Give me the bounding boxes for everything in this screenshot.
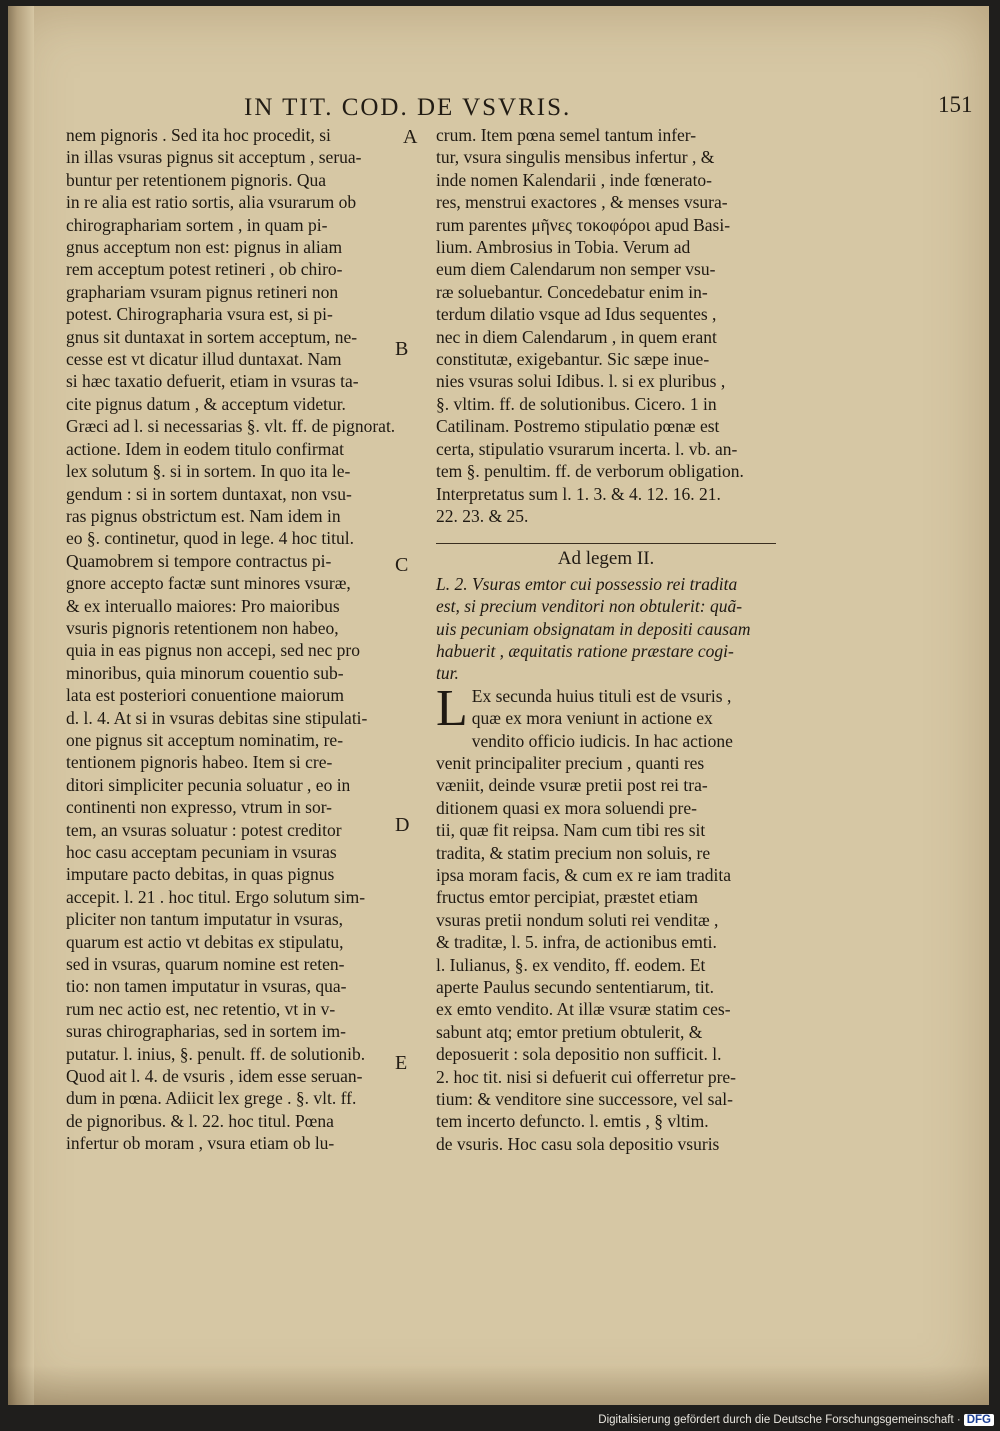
margin-letter-b: B	[395, 338, 409, 360]
text-line: putatur. l. inius, §. penult. ff. de solutionib.	[66, 1043, 366, 1064]
text-line: tem incerto defuncto. l. emtis , § vltim.	[436, 1111, 709, 1132]
text-line: rum parentes μῆνες τοκοφόροι apud Basi-	[436, 214, 731, 235]
margin-letter-d: D	[395, 814, 410, 836]
text-line: vsuras pretii nondum soluti rei venditæ ,	[436, 909, 719, 930]
text-line: ræ soluebantur. Concedebatur enim in-	[436, 281, 708, 302]
text-line: venit principaliter precium , quanti res	[436, 752, 705, 773]
section-heading: Ad legem II.	[436, 543, 776, 570]
text-line: continenti non expresso, vtrum in sor-	[66, 797, 332, 818]
text-line: l. Iulianus, §. ex vendito, ff. eodem. Et	[436, 954, 706, 975]
text-line: 22. 23. & 25.	[436, 505, 529, 526]
dfg-logo: DFG	[964, 1414, 994, 1426]
text-line: & traditæ, l. 5. infra, de actionibus emti.	[436, 932, 717, 953]
footer-credit	[598, 1414, 994, 1426]
text-line: cite pignus datum , & acceptum videtur.	[66, 393, 346, 414]
footer-text: Digitalisierung gefördert durch die Deutsche Forschungsgemeinschaft ·	[598, 1414, 961, 1426]
text-line: Quamobrem si tempore contractus pi-	[66, 550, 332, 571]
text-line: dum in pœna. Adiicit lex grege . §. vlt. ff.	[66, 1088, 357, 1109]
text-line: rum nec actio est, nec retentio, vt in v-	[66, 998, 336, 1019]
book-spine-shadow	[8, 6, 34, 1405]
text-line: eum diem Calendarum non semper vsu-	[436, 259, 716, 280]
text-line: ex emto vendito. At illæ vsuræ statim ces-	[436, 999, 731, 1020]
text-line: terdum dilatio vsque ad Idus sequentes ,	[436, 304, 717, 325]
text-line: pliciter non tantum imputatur in vsuras,	[66, 909, 344, 930]
text-line: quarum est actio vt debitas ex stipulatu,	[66, 931, 344, 952]
text-line: nies vsuras solui Idibus. l. si ex pluribus ,	[436, 371, 726, 392]
margin-letter-e: E	[395, 1052, 408, 1074]
lex-line: L. 2. Vsuras emtor cui possessio rei tradita	[436, 573, 738, 594]
text-line: res, menstrui exactores , & menses vsura-	[436, 192, 728, 213]
book-page	[8, 6, 989, 1405]
text-line: de vsuris. Hoc casu sola depositio vsuris	[436, 1133, 720, 1154]
text-line: lium. Ambrosius in Tobia. Verum ad	[436, 237, 691, 258]
text-line: vendito officio iudicis. In hac actione	[471, 730, 733, 751]
drop-cap-initial: L	[436, 679, 468, 737]
text-line: accepit. l. 21 . hoc titul. Ergo solutum sim-	[66, 886, 366, 907]
text-line: actione. Idem in eodem titulo confirmat	[66, 438, 344, 459]
text-line: in illas vsuras pignus sit acceptum , serua-	[66, 147, 362, 168]
text-line: tium: & venditore sine successore, vel sal-	[436, 1089, 733, 1110]
text-line: tio: non tamen imputatur in vsuras, qua-	[66, 976, 347, 997]
text-line: Interpretatus sum l. 1. 3. & 4. 12. 16. 21.	[436, 483, 721, 504]
text-line: gendum : si in sortem duntaxat, non vsu-	[66, 483, 352, 504]
lex-line: tur.	[436, 663, 459, 684]
text-line: suras chirographarias, sed in sortem im-	[66, 1021, 346, 1042]
left-column	[66, 124, 396, 1155]
text-line: gnore accepto factæ sunt minores vsuræ,	[66, 573, 351, 594]
text-line: eo §. continetur, quod in lege. 4 hoc titul.	[66, 528, 354, 549]
page-edge-shadow	[8, 1365, 989, 1405]
text-line: vsuris pignoris retentionem non habeo,	[66, 617, 339, 638]
text-line: tem, an vsuras soluatur : potest creditor	[66, 819, 342, 840]
text-line: tur, vsura singulis mensibus infertur , &	[436, 147, 715, 168]
text-line: chirographariam sortem , in quam pi-	[66, 214, 328, 235]
text-line: gnus acceptum non est: pignus in aliam	[66, 237, 343, 258]
text-line: ras pignus obstrictum est. Nam idem in	[66, 505, 341, 526]
text-line: infertur ob moram , vsura etiam ob lu-	[66, 1133, 335, 1154]
text-line: Catilinam. Postremo stipulatio pœnæ est	[436, 416, 720, 437]
text-line: constitutæ, exigebantur. Sic sæpe inue-	[436, 349, 710, 370]
lex-line: est, si precium venditori non obtulerit: quã-	[436, 596, 743, 617]
margin-letter-c: C	[395, 554, 409, 576]
text-line: gnus sit duntaxat in sortem acceptum, ne-	[66, 326, 358, 347]
text-line: Quod ait l. 4. de vsuris , idem esse seruan-	[66, 1066, 363, 1087]
text-line: Græci ad l. si necessarias §. vlt. ff. de pignorat.	[66, 416, 396, 437]
text-line: ditionem quasi ex mora soluendi pre-	[436, 797, 697, 818]
text-line: §. vltim. ff. de solutionibus. Cicero. 1 in	[436, 393, 717, 414]
text-line: lata est posteriori conuentione maiorum	[66, 685, 344, 706]
text-line: minoribus, quia minorum couentio sub-	[66, 662, 344, 683]
page-number: 151	[938, 92, 973, 117]
text-line: tii, quæ fit reipsa. Nam cum tibi res sit	[436, 820, 706, 841]
text-line: sed in vsuras, quarum nomine est reten-	[66, 954, 345, 975]
text-line: ipsa moram facis, & cum ex re iam tradita	[436, 864, 731, 885]
text-line: buntur per retentionem pignoris. Qua	[66, 169, 327, 190]
text-line: si hæc taxatio defuerit, etiam in vsuras ta-	[66, 371, 359, 392]
lex-line: habuerit , æquitatis ratione præstare cogi-	[436, 640, 734, 661]
text-line: rem acceptum potest retineri , ob chiro-	[66, 259, 343, 280]
text-line: nec in diem Calendarum , in quem erant	[436, 326, 717, 347]
text-line: graphariam vsuram pignus retineri non	[66, 281, 339, 302]
lex-text	[436, 573, 776, 685]
text-line: quia in eas pignus non accepi, sed nec pro	[66, 640, 361, 661]
right-column-bottom-text	[436, 679, 776, 1156]
right-column-top-text	[436, 124, 776, 527]
text-line: potest. Chirographaria vsura est, si pi-	[66, 304, 333, 325]
text-line: certa, stipulatio vsurarum incerta. l. vb. an-	[436, 438, 738, 459]
text-line: tem §. penultim. ff. de verborum obligation.	[436, 461, 744, 482]
text-line: & ex interuallo maiores: Pro maioribus	[66, 595, 340, 616]
running-title: IN TIT. COD. DE VSVRIS.	[244, 94, 572, 121]
text-line: Ex secunda huius tituli est de vsuris ,	[471, 685, 732, 706]
text-line: ditori simpliciter pecunia soluatur , eo in	[66, 774, 351, 795]
text-line: væniit, deinde vsuræ pretii post rei tra-	[436, 775, 708, 796]
right-column	[436, 124, 776, 1155]
text-line: de pignoribus. & l. 22. hoc titul. Pœna	[66, 1110, 334, 1131]
text-line: tradita, & statim precium non soluis, re	[436, 842, 711, 863]
text-line: crum. Item pœna semel tantum infer-	[436, 125, 697, 145]
text-line: deposuerit : sola depositio non sufficit. l.	[436, 1044, 722, 1065]
text-line: tentionem pignoris habeo. Item si cre-	[66, 752, 333, 773]
text-line: sabunt atq; emtor pretium obtulerit, &	[436, 1021, 703, 1042]
margin-letter-a: A	[403, 126, 418, 148]
text-line: imputare pacto debitas, in quas pignus	[66, 864, 335, 885]
text-line: hoc casu acceptam pecuniam in vsuras	[66, 842, 337, 862]
text-line: in re alia est ratio sortis, alia vsurarum ob	[66, 192, 357, 213]
text-line: inde nomen Kalendarii , inde fœnerato-	[436, 169, 713, 190]
text-line: one pignus sit acceptum nominatim, re-	[66, 729, 344, 750]
text-line: nem pignoris . Sed ita hoc procedit, si	[66, 125, 331, 145]
text-line: d. l. 4. At si in vsuras debitas sine stipulati-	[66, 707, 368, 728]
text-line: lex solutum §. si in sortem. In quo ita le-	[66, 461, 351, 482]
text-line: cesse est vt dicatur illud duntaxat. Nam	[66, 349, 342, 370]
text-line: fructus emtor percipiat, præstet etiam	[436, 887, 698, 908]
lex-line: uis pecuniam obsignatam in depositi causam	[436, 618, 751, 639]
text-line: aperte Paulus secundo sententiarum, tit.	[436, 977, 714, 998]
text-line: 2. hoc tit. nisi si defuerit cui offerretur pre-	[436, 1066, 736, 1087]
text-line: quæ ex mora veniunt in actione ex	[471, 708, 713, 729]
